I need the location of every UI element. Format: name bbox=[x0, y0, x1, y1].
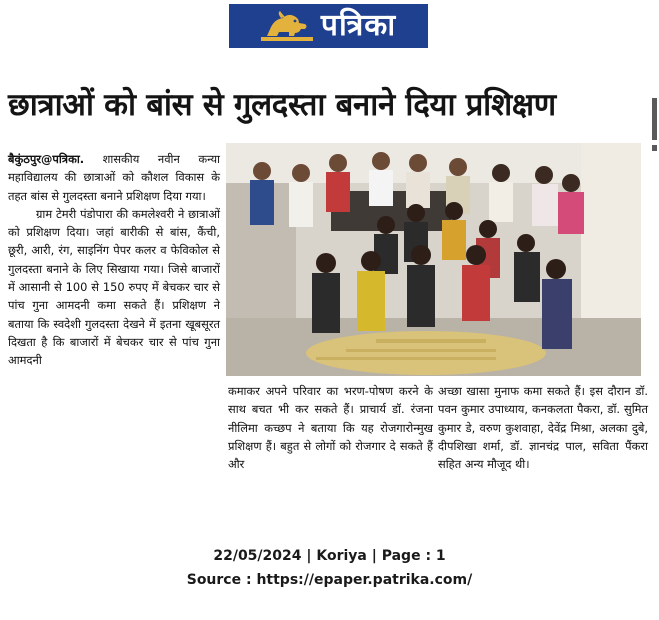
brand-title: पत्रिका bbox=[320, 8, 397, 43]
paragraph-1-text: शासकीय नवीन कन्या महाविद्यालय की छात्राओं को कौशल विकास के तहत बांस से गुलदस्ता बनाने प्रशिक्षण दिया गया। bbox=[8, 152, 220, 203]
article-column-right bbox=[438, 382, 648, 473]
byline: बैकुंठपुर@पत्रिका. bbox=[8, 152, 85, 166]
masthead bbox=[229, 4, 428, 48]
photo-illustration bbox=[226, 143, 641, 376]
edge-bar-lower bbox=[652, 145, 657, 151]
headline: छात्राओं को बांस से गुलदस्ता बनाने दिया प्रशिक्षण bbox=[8, 87, 556, 123]
article-column-left bbox=[8, 150, 220, 370]
article-photo bbox=[226, 143, 641, 376]
footer-date-line: 22/05/2024 | Koriya | Page : 1 bbox=[213, 548, 446, 564]
footer-source-line: Source : https://epaper.patrika.com/ bbox=[186, 572, 473, 588]
article-paragraph-1 bbox=[8, 150, 220, 205]
lion-icon bbox=[261, 9, 313, 43]
article-paragraph-3: कमाकर अपने परिवार का भरण-पोषण करने के साथ बचत भी कर सकते हैं। प्राचार्य डॉ. रंजना नीलिमा कच्छप ने बताया कि यह रोजगारोन्मुख प्रशिक्षण हैं। बहुत से लोगों को रोजगार दे सकते हैं और bbox=[228, 384, 433, 472]
article-column-middle bbox=[228, 382, 433, 473]
article-paragraph-4: अच्छा खासा मुनाफ कमा सकते हैं। इस दौरान डॉ. पवन कुमार उपाध्याय, कनकलता पैकरा, डॉ. सुमित कुमार डे, वरुण कुशवाहा, देवेंद्र मिश्रा, अलका दुबे, दीपशिखा शर्मा, डॉ. ज्ञानचंद्र पाल, सविता पैंकरा सहित अन्य मौजूद थी। bbox=[438, 384, 648, 472]
article-paragraph-2: ग्राम टेमरी पंडोपारा की कमलेश्वरी ने छात्राओं को प्रशिक्षण दिया। जहां बारीकी से बांस, कैंची, छूरी, आरी, रंग, साइनिंग पेपर कलर व फेविकोल से गुलदस्ता बनाने के लिए सिखाया गया। जिसे बाजारों में आसानी से 100 से 150 रुपए में बेचकर चार से पांच गुना आमदनी कमा सकते हैं। प्रशिक्षण ने बताया कि स्वदेशी गुलदस्ता देखने में इतना खूबसूरत दिखता है कि बाजारों में बेचकर चार से पांच गुना आमदनी bbox=[8, 206, 220, 368]
edge-bar bbox=[652, 98, 657, 140]
